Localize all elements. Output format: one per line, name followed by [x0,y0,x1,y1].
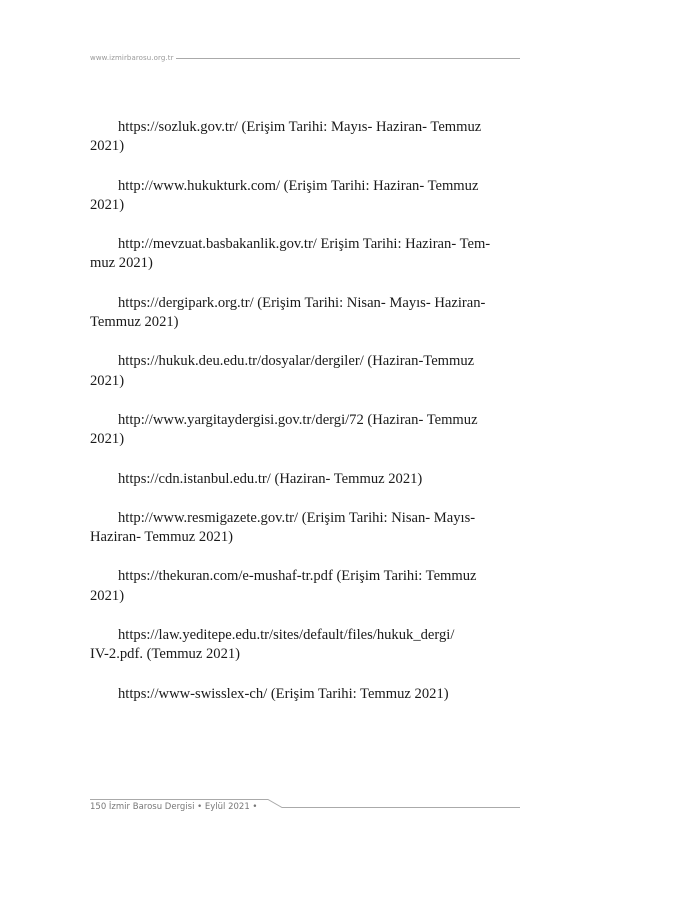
reference-line: http://mevzuat.basbakanlik.gov.tr/ Erişim Tarihi: Haziran- Tem- [118,236,491,253]
page-footer [90,796,520,816]
reference-list [90,118,520,724]
reference-line: https://thekuran.com/e-mushaf-tr.pdf (Erişim Tarihi: Temmuz [118,568,477,585]
reference-entry [90,411,520,450]
reference-entry [90,235,520,274]
reference-line: IV-2.pdf. (Temmuz 2021) [90,646,241,663]
reference-entry [90,509,520,548]
reference-line: https://sozluk.gov.tr/ (Erişim Tarihi: Mayıs- Haziran- Temmuz [118,119,482,135]
reference-line: https://cdn.istanbul.edu.tr/ (Haziran- Temmuz 2021) [118,470,423,487]
reference-line: muz 2021) [90,255,153,272]
reference-entry [90,685,520,704]
reference-entry [90,352,520,391]
header-rule [176,58,520,59]
reference-entry [90,626,520,665]
reference-line: http://www.hukukturk.com/ (Erişim Tarihi: Haziran- Temmuz [118,177,479,194]
reference-line: 2021) [90,431,125,448]
reference-line: https://hukuk.deu.edu.tr/dosyalar/dergiler/ (Haziran-Temmuz [118,353,475,370]
header-site-url: www.izmirbarosu.org.tr [90,54,174,62]
reference-line: https://dergipark.org.tr/ (Erişim Tarihi: Nisan- Mayıs- Haziran- [118,294,486,311]
footer-page-info: 150 İzmir Barosu Dergisi • Eylül 2021 • [90,802,258,812]
reference-line: Temmuz 2021) [90,314,179,331]
reference-line: 2021) [90,138,125,155]
reference-line: 2021) [90,196,125,213]
reference-line: https://www-swisslex-ch/ (Erişim Tarihi: Temmuz 2021) [118,685,449,702]
reference-entry [90,470,520,489]
reference-entry [90,177,520,216]
reference-line: Haziran- Temmuz 2021) [90,529,233,546]
reference-line: http://www.resmigazete.gov.tr/ (Erişim Tarihi: Nisan- Mayıs- [118,509,476,526]
reference-entry [90,567,520,606]
reference-line: 2021) [90,587,125,604]
reference-entry [90,118,520,157]
reference-line: 2021) [90,372,125,389]
page-header [90,54,520,62]
reference-line: http://www.yargitaydergisi.gov.tr/dergi/72 (Haziran- Temmuz [118,411,478,428]
reference-line: https://law.yeditepe.edu.tr/sites/default/files/hukuk_dergi/ [118,627,455,644]
reference-entry [90,294,520,333]
